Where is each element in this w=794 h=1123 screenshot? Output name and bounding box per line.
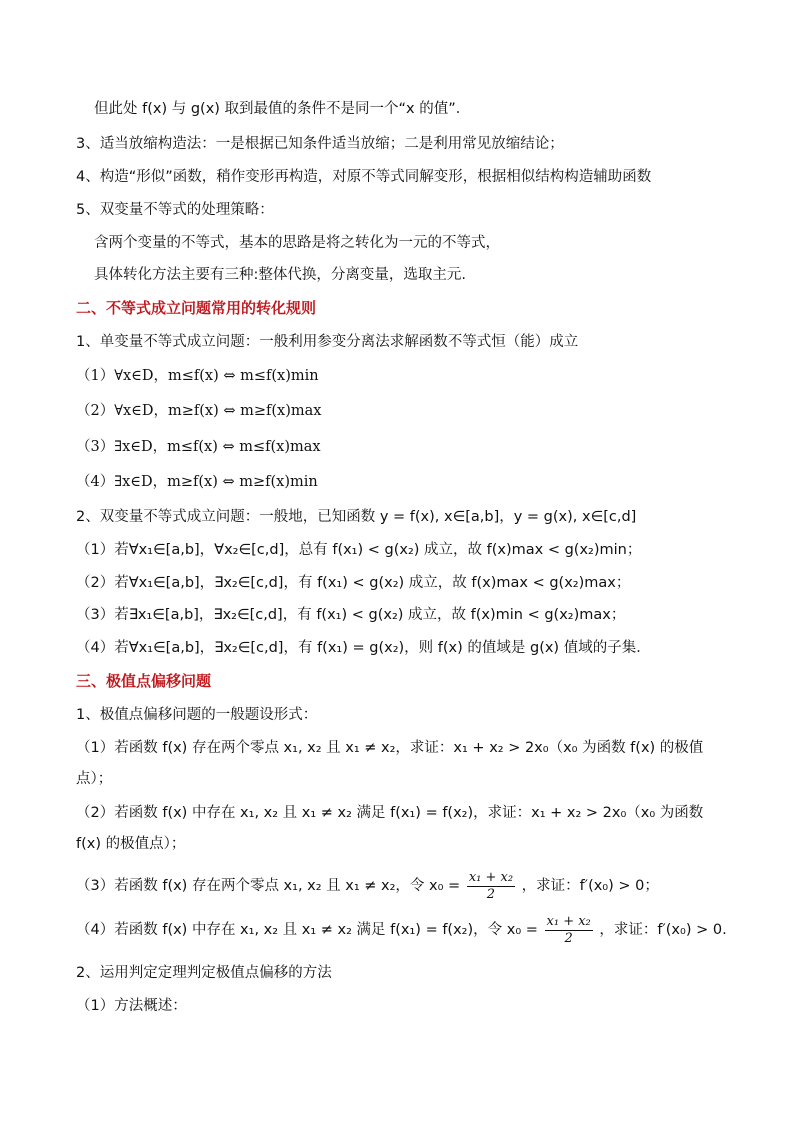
section-2-item-1: 1、单变量不等式成立问题：一般利用参变分离法求解函数不等式恒（能）成立 <box>76 334 579 350</box>
intro-line-2: 3、适当放缩构造法：一是根据已知条件适当放缩；二是利用常见放缩结论； <box>76 136 564 152</box>
extreme-case-2b: f(x) 的极值点）； <box>76 836 186 852</box>
extreme-case-3-tail: ，求证：f′(x₀) > 0； <box>521 878 659 894</box>
midpoint-fraction <box>467 870 515 903</box>
double-var-case-3: （3）若∃x₁∈[a,b]，∃x₂∈[c,d]，有 f(x₁) < g(x₂) 成立，故 f(x)min < g(x₂)max； <box>76 607 626 623</box>
single-var-case-4: （4）∃x∈D，m≥f(x) ⇔ m≥f(x)min <box>76 474 318 490</box>
extreme-case-1a: （1）若函数 f(x) 存在两个零点 x₁, x₂ 且 x₁ ≠ x₂，求证：x₁ + x₂ > 2x₀（x₀ 为函数 f(x) 的极值 <box>76 740 704 756</box>
single-var-case-3: （3）∃x∈D，m≤f(x) ⇔ m≤f(x)max <box>76 439 321 455</box>
section-3-item-1: 1、极值点偏移问题的一般题设形式： <box>76 707 318 723</box>
section-3-heading: 三、极值点偏移问题 <box>76 672 212 690</box>
intro-line-3: 4、构造“形似”函数，稍作变形再构造，对原不等式同解变形，根据相似结构构造辅助函数 <box>76 169 652 185</box>
section-3-item-2-sub: （1）方法概述： <box>76 998 187 1014</box>
midpoint-fraction <box>545 914 593 947</box>
extreme-case-3-text: （3）若函数 f(x) 存在两个零点 x₁, x₂ 且 x₁ ≠ x₂，令 x₀ = <box>76 878 461 894</box>
fraction-numerator: x₁ + x₂ <box>468 869 514 885</box>
fraction-numerator: x₁ + x₂ <box>546 913 591 929</box>
section-2-item-2: 2、双变量不等式成立问题：一般地，已知函数 y = f(x), x∈[a,b]，y = g(x), x∈[c,d] <box>76 509 637 525</box>
extreme-case-4-tail: ，求证：f′(x₀) > 0. <box>599 922 727 938</box>
intro-line-4: 5、双变量不等式的处理策略： <box>76 202 274 218</box>
intro-line-5: 含两个变量的不等式，基本的思路是将之转化为一元的不等式， <box>94 235 500 251</box>
extreme-case-1b: 点）； <box>76 771 113 787</box>
extreme-case-4 <box>0 912 794 948</box>
double-var-case-2: （2）若∀x₁∈[a,b]，∃x₂∈[c,d]，有 f(x₁) < g(x₂) 成立，故 f(x)max < g(x₂)max； <box>76 575 631 591</box>
extreme-case-3 <box>0 868 794 904</box>
single-var-case-2: （2）∀x∈D，m≥f(x) ⇔ m≥f(x)max <box>76 403 322 419</box>
section-2-heading: 二、不等式成立问题常用的转化规则 <box>76 299 317 317</box>
section-3-item-2: 2、运用判定定理判定极值点偏移的方法 <box>76 965 332 981</box>
intro-line-6: 具体转化方法主要有三种:整体代换，分离变量，选取主元. <box>94 267 466 283</box>
double-var-case-4: （4）若∀x₁∈[a,b]，∃x₂∈[c,d]，有 f(x₁) = g(x₂)，则 f(x) 的值域是 g(x) 值域的子集． <box>76 640 651 656</box>
intro-line-1: 但此处 f(x) 与 g(x) 取到最值的条件不是同一个“x 的值”． <box>94 101 471 117</box>
extreme-case-2a: （2）若函数 f(x) 中存在 x₁, x₂ 且 x₁ ≠ x₂ 满足 f(x₁) = f(x₂)，求证：x₁ + x₂ > 2x₀（x₀ 为函数 <box>76 805 704 821</box>
fraction-denominator: 2 <box>486 886 496 902</box>
double-var-case-1: （1）若∀x₁∈[a,b]，∀x₂∈[c,d]，总有 f(x₁) < g(x₂) 成立，故 f(x)max < g(x₂)min； <box>76 542 642 558</box>
fraction-denominator: 2 <box>564 930 573 946</box>
extreme-case-4-text: （4）若函数 f(x) 中存在 x₁, x₂ 且 x₁ ≠ x₂ 满足 f(x₁) = f(x₂)，令 x₀ = <box>76 922 538 938</box>
single-var-case-1: （1）∀x∈D，m≤f(x) ⇔ m≤f(x)min <box>76 368 319 384</box>
